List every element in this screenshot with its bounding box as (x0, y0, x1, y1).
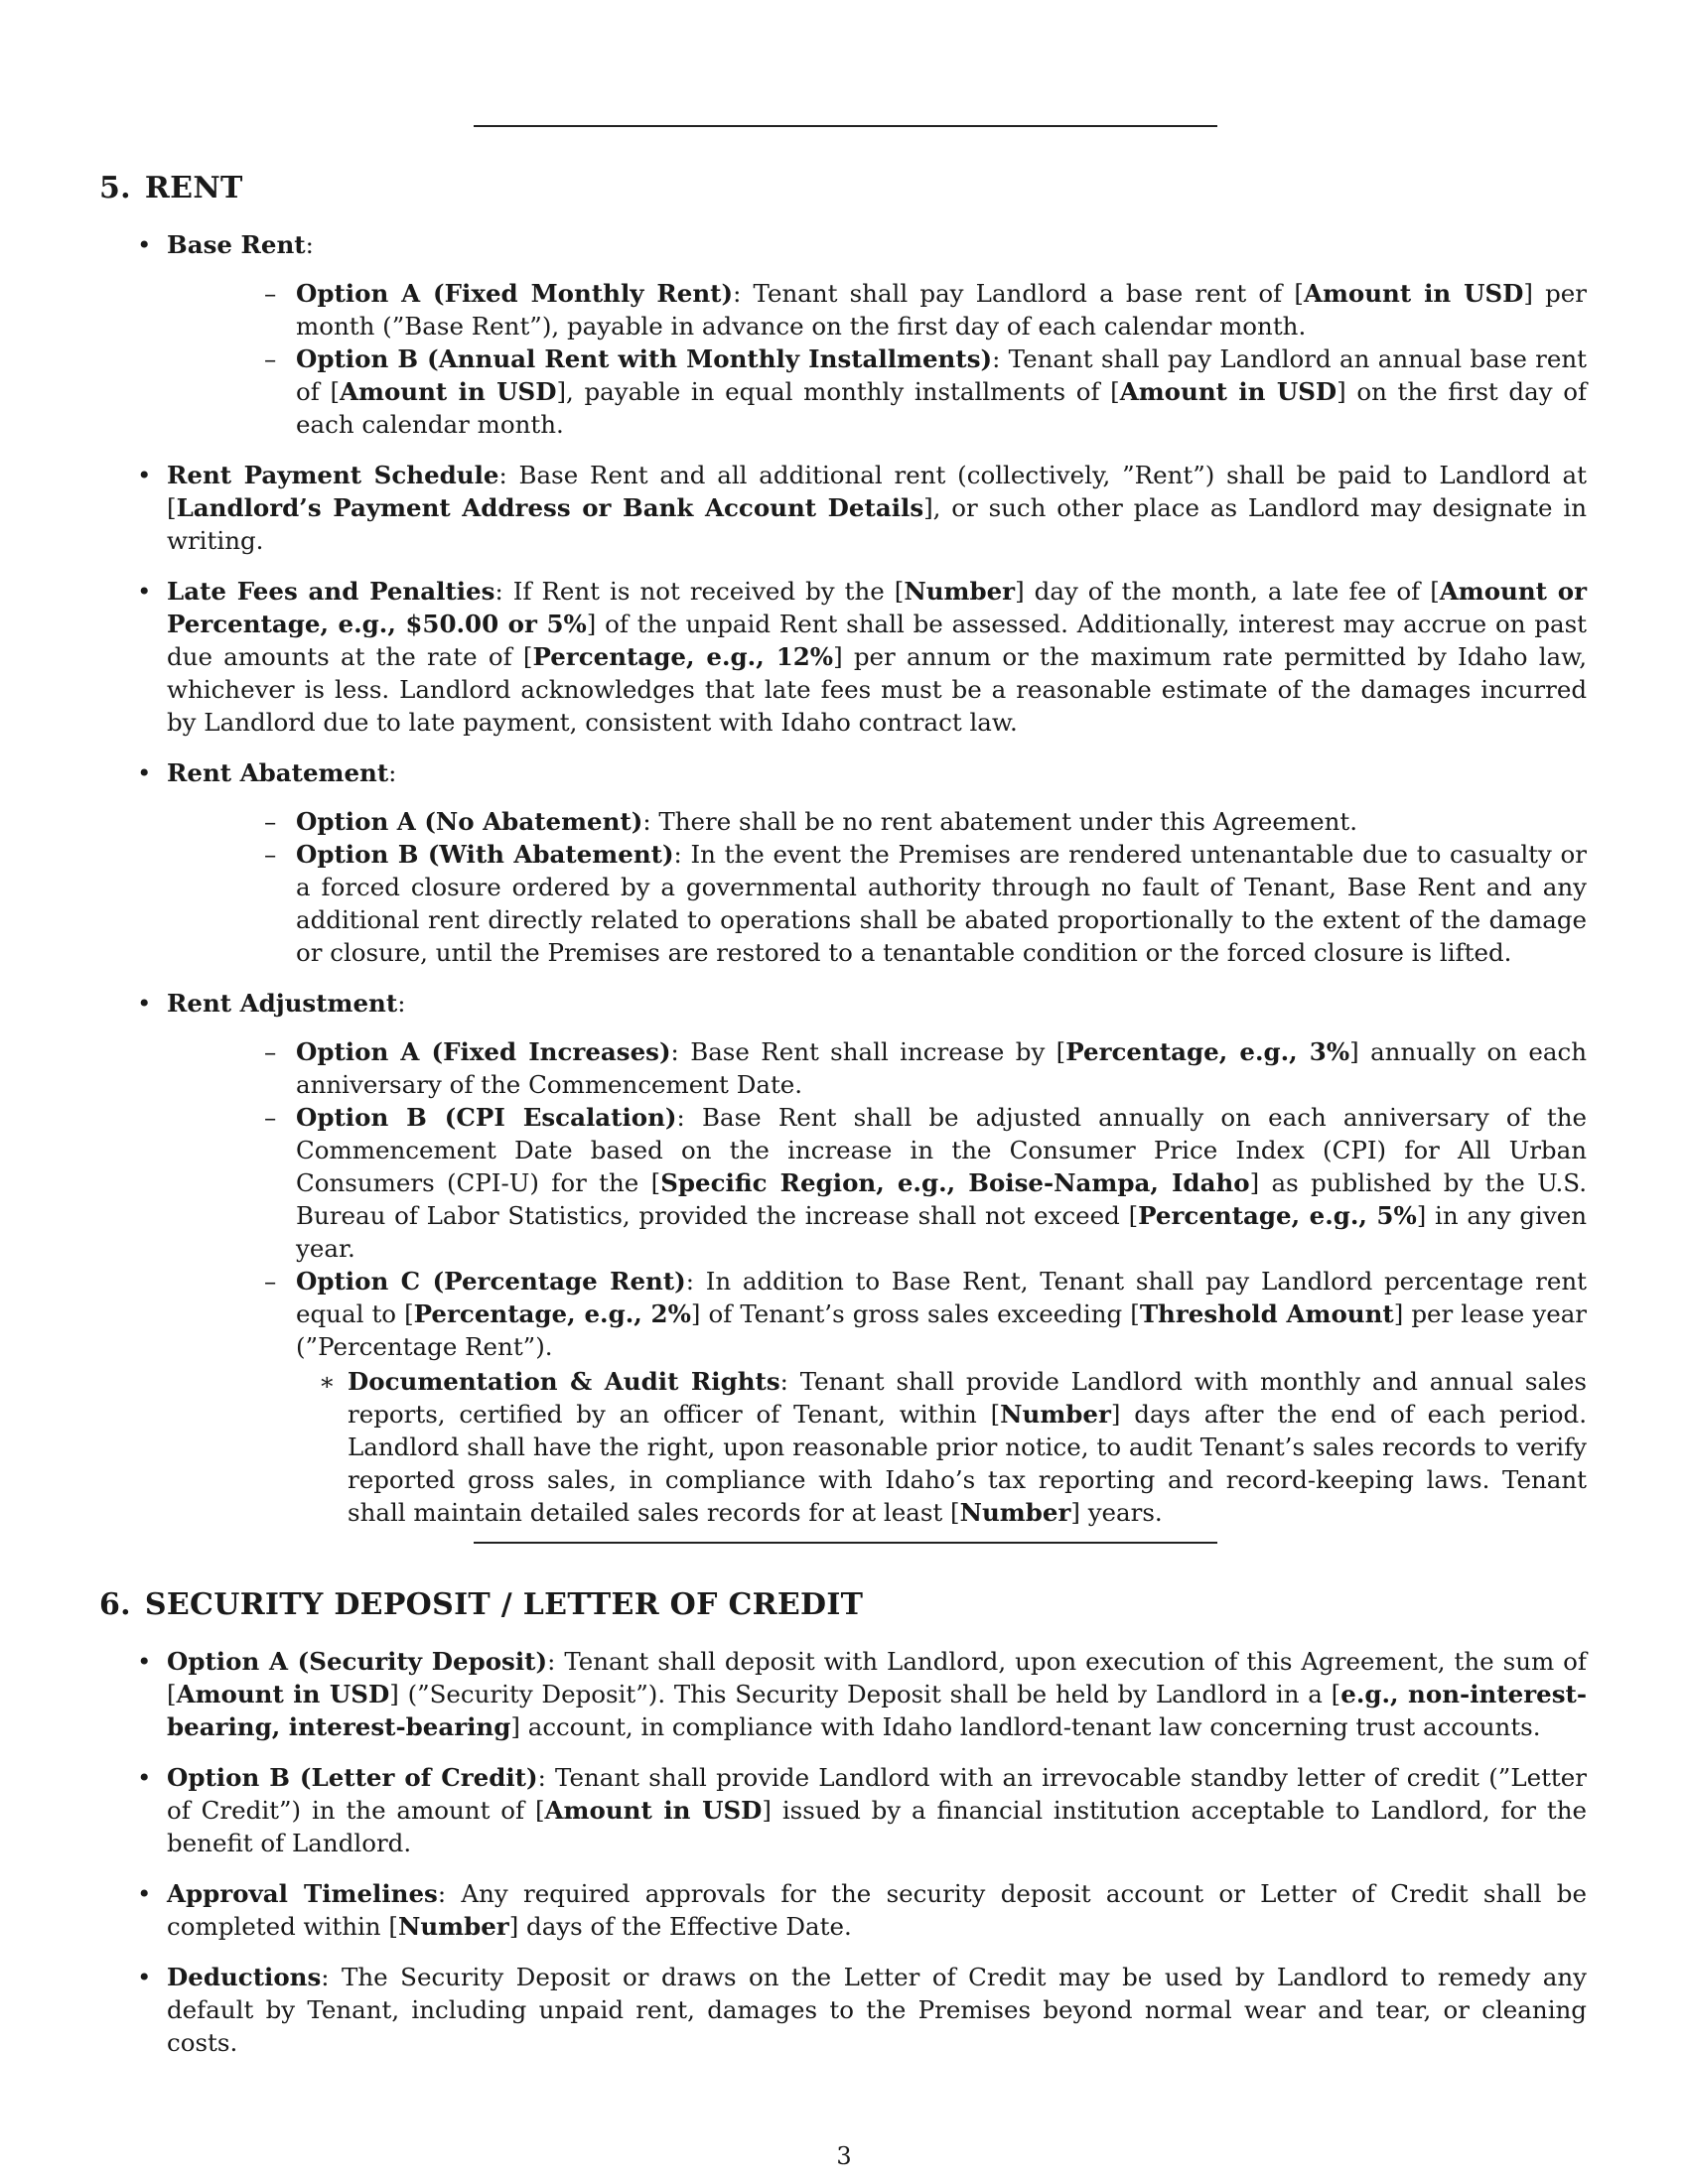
option-a-fixed-monthly-rent: – Option A (Fixed Monthly Rent): Tenant shall pay Landlord a base rent of [Amount in USD] per month (”Base Rent”), payable in advance on the first day of each calendar month. (264, 279, 1587, 341)
list-item-rent-payment-schedule: • Rent Payment Schedule: Base Rent and all additional rent (collectively, ”Rent”) shall be paid to Landlord at [Landlord’s Payment Address or Bank Account Details], or such other place as Landlord may designate in writing. (137, 461, 1587, 555)
bullet-icon: • (137, 230, 152, 259)
bullet-icon: • (137, 989, 152, 1018)
dash-icon: – (264, 1037, 277, 1066)
dash-icon: – (264, 807, 277, 836)
page-number: 3 (836, 2142, 852, 2170)
rent-clause-list (99, 228, 1587, 1529)
list-item-approval-timelines: • Approval Timelines: Any required approvals for the security deposit account or Letter of Credit shall be completed within [Number] days of the Effective Date. (137, 1879, 1587, 1941)
option-a-fixed-increases: – Option A (Fixed Increases): Base Rent shall increase by [Percentage, e.g., 3%] annually on each anniversary of the Commencement Date. (264, 1037, 1588, 1099)
dash-icon: – (264, 1267, 277, 1296)
dash-icon: – (264, 1103, 277, 1132)
bullet-icon: • (137, 577, 152, 606)
option-b-cpi-escalation: – Option B (CPI Escalation): Base Rent shall be adjusted annually on each anniversary of the Commencement Date based on the increase in the Consumer Price Index (CPI) for All Urban Consumers (CPI-U) for the [Specific Region, e.g., Boise-Nampa, Idaho] as published by the U.S. Bureau of Labor Statistics, provided the increase shall not exceed [Percentage, e.g., 5%] in any given year. (264, 1103, 1587, 1263)
security-deposit-clause-list (99, 1645, 1587, 2059)
documentation-audit-rights: ∗ Documentation & Audit Rights: Tenant shall provide Landlord with monthly and annual sales reports, certified by an officer of Tenant, within [Number] days after the end of each period. Landlord shall have the right, upon reasonable prior notice, to audit Tenant’s sales records to verify reported gross sales, in compliance with Idaho’s tax reporting and record-keeping laws. Tenant shall maintain detailed sales records for at least [Number] years. (319, 1367, 1587, 1527)
horizontal-rule (474, 125, 1217, 127)
bullet-icon: • (137, 1647, 152, 1676)
list-item-base-rent: • Base Rent: – Option A (Fixed Monthly Rent): Tenant shall pay Landlord a base rent of [Amount in USD] per month (”Base Rent”), payable in advance on the first day of each calendar month. – Option B (Annual Rent with Monthly Installments): Tenant shall pay Landlord an annual base rent of [Amount in USD], payable in equal monthly installments of [Amount in USD] on the first day of each calendar month. (137, 230, 1588, 439)
list-item-late-fees: • Late Fees and Penalties: If Rent is not received by the [Number] day of the month, a late fee of [Amount or Percentage, e.g., $50.00 or 5%] of the unpaid Rent shall be assessed. Additionally, interest may accrue on past due amounts at the rate of [Percentage, e.g., 12%] per annum or the maximum rate permitted by Idaho law, whichever is less. Landlord acknowledges that late fees must be a reasonable estimate of the damages incurred by Landlord due to late payment, consistent with Idaho contract law. (137, 577, 1588, 737)
bullet-icon: • (137, 1963, 152, 1991)
section-heading-rent: 5. RENT (99, 171, 243, 205)
dash-icon: – (264, 344, 277, 373)
asterisk-icon: ∗ (319, 1367, 336, 1396)
section-heading-security-deposit: 6. SECURITY DEPOSIT / LETTER OF CREDIT (99, 1587, 864, 1622)
list-item-deductions: • Deductions: The Security Deposit or draws on the Letter of Credit may be used by Landlord to remedy any default by Tenant, including unpaid rent, damages to the Premises beyond normal wear and tear, or cleaning costs. (137, 1963, 1588, 2057)
list-item-letter-of-credit: • Option B (Letter of Credit): Tenant shall provide Landlord with an irrevocable standby letter of credit (”Letter of Credit”) in the amount of [Amount in USD] issued by a financial institution acceptable to Landlord, for the benefit of Landlord. (137, 1763, 1588, 1857)
list-item-rent-adjustment: • Rent Adjustment: – Option A (Fixed Increases): Base Rent shall increase by [Percentage, e.g., 3%] annually on each anniversary of the Commencement Date. – Option B (CPI Escalation): Base Rent shall be adjusted annually on each anniversary of the Commencement Date based on the increase in the Consumer Price Index (CPI) for All Urban Consumers (CPI-U) for the [Specific Region, e.g., Boise-Nampa, Idaho] as published by the U.S. Bureau of Labor Statistics, provided the increase shall not exceed [Percentage, e.g., 5%] in any given year. – Option C (Percentage Rent): In addition to Base Rent, Tenant shall pay Landlord percentage rent equal to [Percentage, e.g., 2%] of Tenant’s gross sales exceeding [Threshold Amount] per lease year (”Percentage Rent”). ∗ Documentation & Audit Rights: Tenant shall provide Landlord with monthly and annual sales reports, certified by an officer of Tenant, within [Number] days after the end of each period. Landlord shall have the right, upon reasonable prior notice, to audit Tenant’s sales records to verify reported gross sales, in compliance with Idaho’s tax reporting and record-keeping laws. Tenant shall maintain detailed sales records for at least [Number] years. (137, 989, 1588, 1527)
option-b-with-abatement: – Option B (With Abatement): In the event the Premises are rendered untenantable due to casualty or a forced closure ordered by a governmental authority through no fault of Tenant, Base Rent and any additional rent directly related to operations shall be abated proportionally to the extent of the damage or closure, until the Premises are restored to a tenantable condition or the forced closure is lifted. (264, 840, 1587, 967)
list-item-rent-abatement: • Rent Abatement: – Option A (No Abatement): There shall be no rent abatement under this Agreement. – Option B (With Abatement): In the event the Premises are rendered untenantable due to casualty or a forced closure ordered by a governmental authority through no fault of Tenant, Base Rent and any additional rent directly related to operations shall be abated proportionally to the extent of the damage or closure, until the Premises are restored to a tenantable condition or the forced closure is lifted. (137, 758, 1587, 967)
bullet-icon: • (137, 461, 152, 489)
bullet-icon: • (137, 1879, 152, 1908)
list-item-security-deposit: • Option A (Security Deposit): Tenant shall deposit with Landlord, upon execution of this Agreement, the sum of [Amount in USD] (”Security Deposit”). This Security Deposit shall be held by Landlord in a [e.g., non-interest-bearing, interest-bearing] account, in compliance with Idaho landlord-tenant law concerning trust accounts. (137, 1647, 1587, 1741)
dash-icon: – (264, 279, 277, 308)
bullet-icon: • (137, 758, 152, 787)
option-c-percentage-rent: – Option C (Percentage Rent): In addition to Base Rent, Tenant shall pay Landlord percentage rent equal to [Percentage, e.g., 2%] of Tenant’s gross sales exceeding [Threshold Amount] per lease year (”Percentage Rent”). (264, 1267, 1588, 1361)
option-b-annual-rent: – Option B (Annual Rent with Monthly Installments): Tenant shall pay Landlord an annual base rent of [Amount in USD], payable in equal monthly installments of [Amount in USD] on the first day of each calendar month. (264, 344, 1588, 439)
dash-icon: – (264, 840, 277, 869)
horizontal-rule (474, 1542, 1217, 1544)
bullet-icon: • (137, 1763, 152, 1792)
option-a-no-abatement: – Option A (No Abatement): There shall be no rent abatement under this Agreement. (264, 807, 1358, 836)
